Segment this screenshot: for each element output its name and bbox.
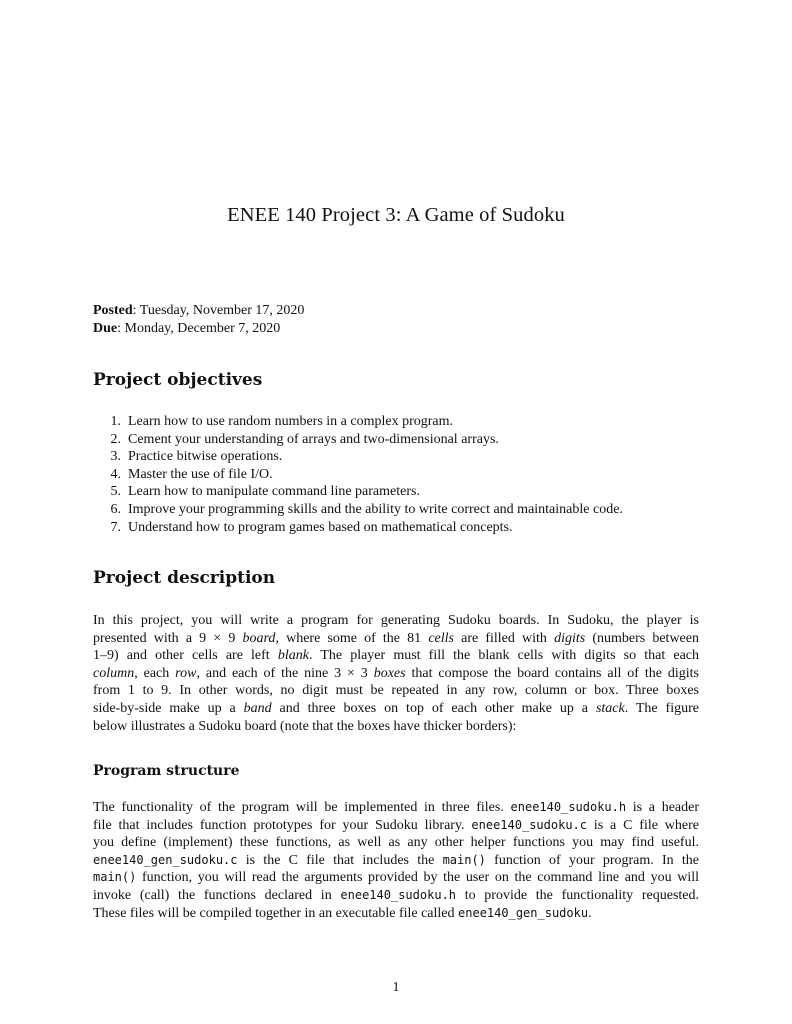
paragraph-line: column, each row, and each of the nine 3 × 3 boxes that compose the board contains all of the digits bbox=[93, 665, 699, 681]
structure-heading: Program structure bbox=[93, 763, 240, 779]
objective-text: Master the use of file I/O. bbox=[128, 466, 273, 482]
paragraph-line: main() function, you will read the arguments provided by the user on the command line and you will bbox=[93, 870, 699, 886]
description-heading: Project description bbox=[93, 568, 276, 588]
due-line bbox=[93, 320, 304, 338]
objective-text: Understand how to program games based on mathematical concepts. bbox=[128, 519, 513, 535]
objective-item bbox=[93, 413, 713, 431]
page-number: 1 bbox=[392, 980, 400, 995]
paragraph-line: The functionality of the program will be implemented in three files. enee140_sudoku.h is a header bbox=[93, 800, 699, 815]
objective-number: 4. bbox=[110, 466, 121, 482]
objective-item bbox=[93, 448, 713, 466]
objective-text: Learn how to manipulate command line parameters. bbox=[128, 484, 420, 500]
paragraph-line: you define (implement) these functions, as well as any other helper functions you may find useful. bbox=[93, 835, 699, 851]
due-date: : Monday, December 7, 2020 bbox=[117, 321, 281, 336]
objective-number: 6. bbox=[110, 501, 121, 517]
document-title: ENEE 140 Project 3: A Game of Sudoku bbox=[227, 204, 565, 226]
objectives-list bbox=[93, 413, 713, 536]
objective-item bbox=[93, 466, 713, 484]
objectives-heading: Project objectives bbox=[93, 370, 263, 390]
structure-paragraph bbox=[93, 799, 699, 922]
paragraph-line: side-by-side make up a band and three boxes on top of each other make up a stack. The figure bbox=[93, 700, 699, 716]
filename-code: enee140_gen_sudoku.c bbox=[93, 852, 238, 867]
paragraph-line: from 1 to 9. In other words, no digit must be repeated in any row, column or box. Three boxes bbox=[93, 683, 699, 699]
filename-code: enee140_sudoku.c bbox=[471, 817, 587, 832]
paragraph-line: In this project, you will write a program for generating Sudoku boards. In Sudoku, the player is bbox=[93, 613, 699, 628]
paragraph-line: below illustrates a Sudoku board (note that the boxes have thicker borders): bbox=[93, 718, 517, 734]
posted-label: Posted bbox=[93, 303, 133, 318]
paragraph-line: file that includes function prototypes for your Sudoku library. enee140_sudoku.c is a C file where bbox=[93, 817, 699, 833]
objective-number: 7. bbox=[110, 519, 121, 535]
filename-code: enee140_sudoku.h bbox=[510, 800, 627, 814]
objective-text: Cement your understanding of arrays and two-dimensional arrays. bbox=[128, 431, 499, 447]
function-code: main() bbox=[442, 852, 486, 867]
posted-date: : Tuesday, November 17, 2020 bbox=[132, 303, 305, 318]
objective-number: 3. bbox=[110, 449, 121, 465]
objective-text: Improve your programming skills and the ability to write correct and maintainable code. bbox=[128, 501, 623, 517]
paragraph-line: These files will be compiled together in an executable file called enee140_gen_sudoku. bbox=[93, 905, 592, 921]
paragraph-line: enee140_gen_sudoku.c is the C file that includes the main() function of your program. In the bbox=[93, 852, 699, 868]
objective-text: Learn how to use random numbers in a complex program. bbox=[128, 414, 454, 429]
objective-number: 5. bbox=[110, 484, 121, 500]
due-label: Due bbox=[93, 321, 118, 336]
objective-item bbox=[93, 483, 713, 501]
description-paragraph bbox=[93, 612, 699, 735]
function-code: main() bbox=[93, 870, 137, 885]
dates-block bbox=[93, 302, 304, 338]
objective-number: 2. bbox=[110, 431, 121, 447]
objective-text: Practice bitwise operations. bbox=[128, 449, 283, 465]
executable-code: enee140_gen_sudoku bbox=[458, 905, 589, 920]
posted-line bbox=[93, 302, 304, 320]
objective-item bbox=[93, 431, 713, 449]
objective-item bbox=[93, 501, 713, 519]
objective-number: 1. bbox=[110, 414, 121, 429]
paragraph-line: presented with a 9 × 9 board, where some of the 81 cells are filled with digits (numbers between bbox=[93, 630, 699, 646]
paragraph-line: 1–9) and other cells are left blank. The player must fill the blank cells with digits so that each bbox=[93, 648, 699, 664]
filename-code: enee140_sudoku.h bbox=[340, 887, 456, 902]
objective-item bbox=[93, 519, 713, 537]
paragraph-line: invoke (call) the functions declared in enee140_sudoku.h to provide the functionality requested. bbox=[93, 887, 699, 903]
